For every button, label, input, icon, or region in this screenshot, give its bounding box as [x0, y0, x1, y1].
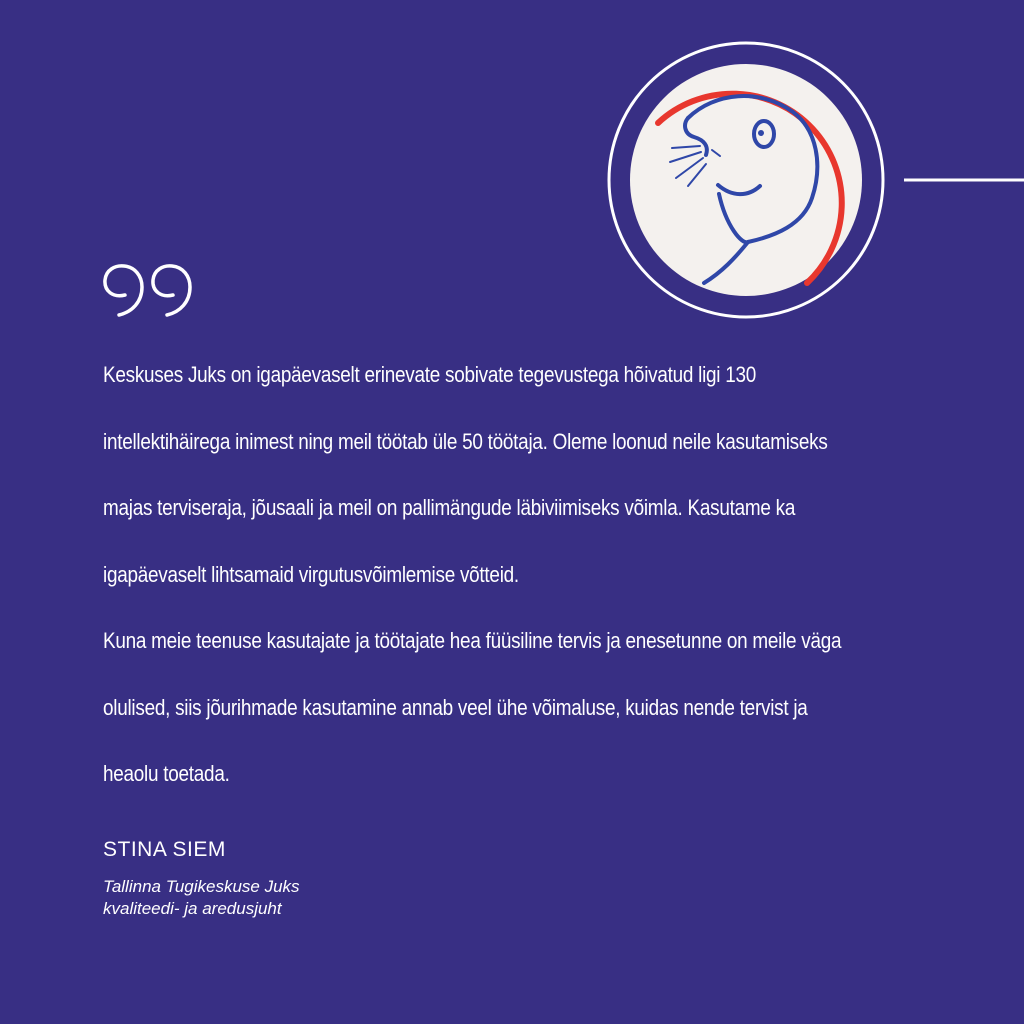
author-name: STINA SIEM	[103, 838, 226, 861]
quote-paragraph-1: Keskuses Juks on igapäevaselt erinevate sobivate tegevustega hõivatud ligi 130 intellektihäirega inimest ning meil töötab üle 50 töötaja. Oleme loonud neile kasutamiseks majas terviseraja, jõusaali ja meil on pallimängude läbiviimiseks võimla. Kasutame ka igapäevaselt lihtsamaid virgutusvõimlemise võtteid.	[103, 362, 828, 587]
quote-paragraph-2: Kuna meie teenuse kasutajate ja töötajate hea füüsiline tervis ja enesetunne on meile väga olulised, siis jõurihmade kasutamine annab veel ühe võimaluse, kuidas nende tervist ja heaolu toetada.	[103, 628, 842, 786]
author-role	[103, 876, 300, 920]
quote-mark-icon	[101, 262, 197, 322]
quote-text	[103, 342, 860, 808]
author-title: kvaliteedi- ja aredusjuht	[103, 899, 282, 918]
author-organization: Tallinna Tugikeskuse Juks	[103, 877, 300, 896]
